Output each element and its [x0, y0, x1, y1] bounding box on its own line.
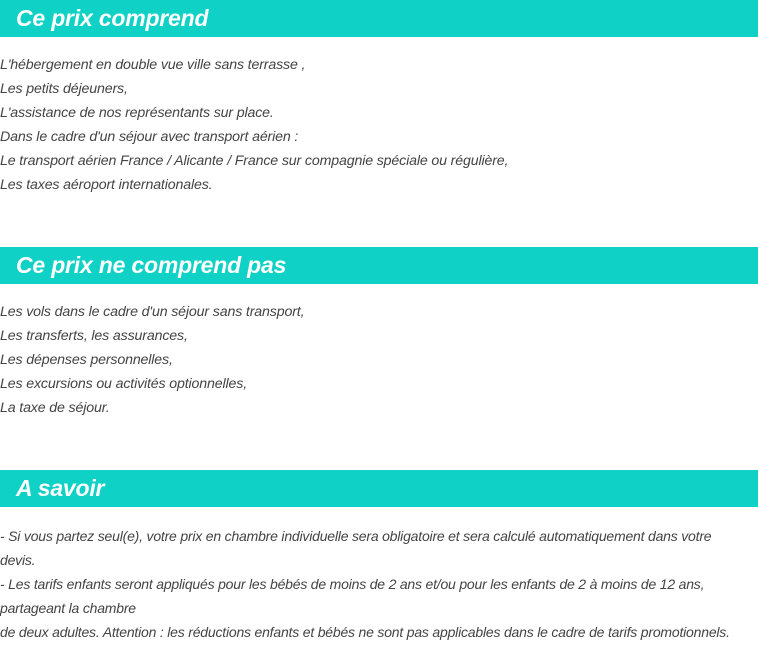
excludes-list	[0, 300, 758, 420]
section-title: Ce prix ne comprend pas	[16, 252, 287, 278]
price-includes-section	[0, 0, 758, 197]
list-item: Les excursions ou activités optionnelles,	[0, 376, 248, 392]
list-item: Les transferts, les assurances,	[0, 328, 188, 344]
list-item: de deux adultes. Attention : les réductions enfants et bébés ne sont pas applicables dans le cadre de tarifs promotionnels.	[0, 624, 730, 640]
list-item: partageant la chambre	[0, 600, 136, 616]
list-item: - Les tarifs enfants seront appliqués pour les bébés de moins de 2 ans et/ou pour les enfants de 2 à moins de 12 ans,	[0, 576, 705, 592]
list-item: L'hébergement en double vue ville sans terrasse ,	[0, 57, 306, 73]
section-header-band	[0, 0, 758, 37]
list-item: La taxe de séjour.	[0, 400, 110, 416]
list-item: Le transport aérien France / Alicante / France sur compagnie spéciale ou régulière,	[0, 153, 509, 169]
section-header-band	[0, 470, 758, 507]
includes-list	[0, 53, 758, 197]
list-item: Les petits déjeuners,	[0, 81, 128, 97]
list-item: L'assistance de nos représentants sur place.	[0, 105, 274, 121]
list-item: Les vols dans le cadre d'un séjour sans transport,	[0, 304, 305, 320]
list-item: devis.	[0, 552, 36, 568]
price-excludes-section	[0, 247, 758, 420]
good-to-know-section	[0, 470, 758, 644]
section-title: Ce prix comprend	[16, 5, 209, 31]
section-title: A savoir	[16, 475, 105, 501]
list-item: Dans le cadre d'un séjour avec transport aérien :	[0, 129, 299, 145]
section-header-band	[0, 247, 758, 284]
list-item: Les dépenses personnelles,	[0, 352, 173, 368]
list-item: Les taxes aéroport internationales.	[0, 177, 213, 193]
list-item: - Si vous partez seul(e), votre prix en chambre individuelle sera obligatoire et sera calculé automatiquement dans votre	[0, 528, 712, 544]
notes-list	[0, 524, 758, 644]
